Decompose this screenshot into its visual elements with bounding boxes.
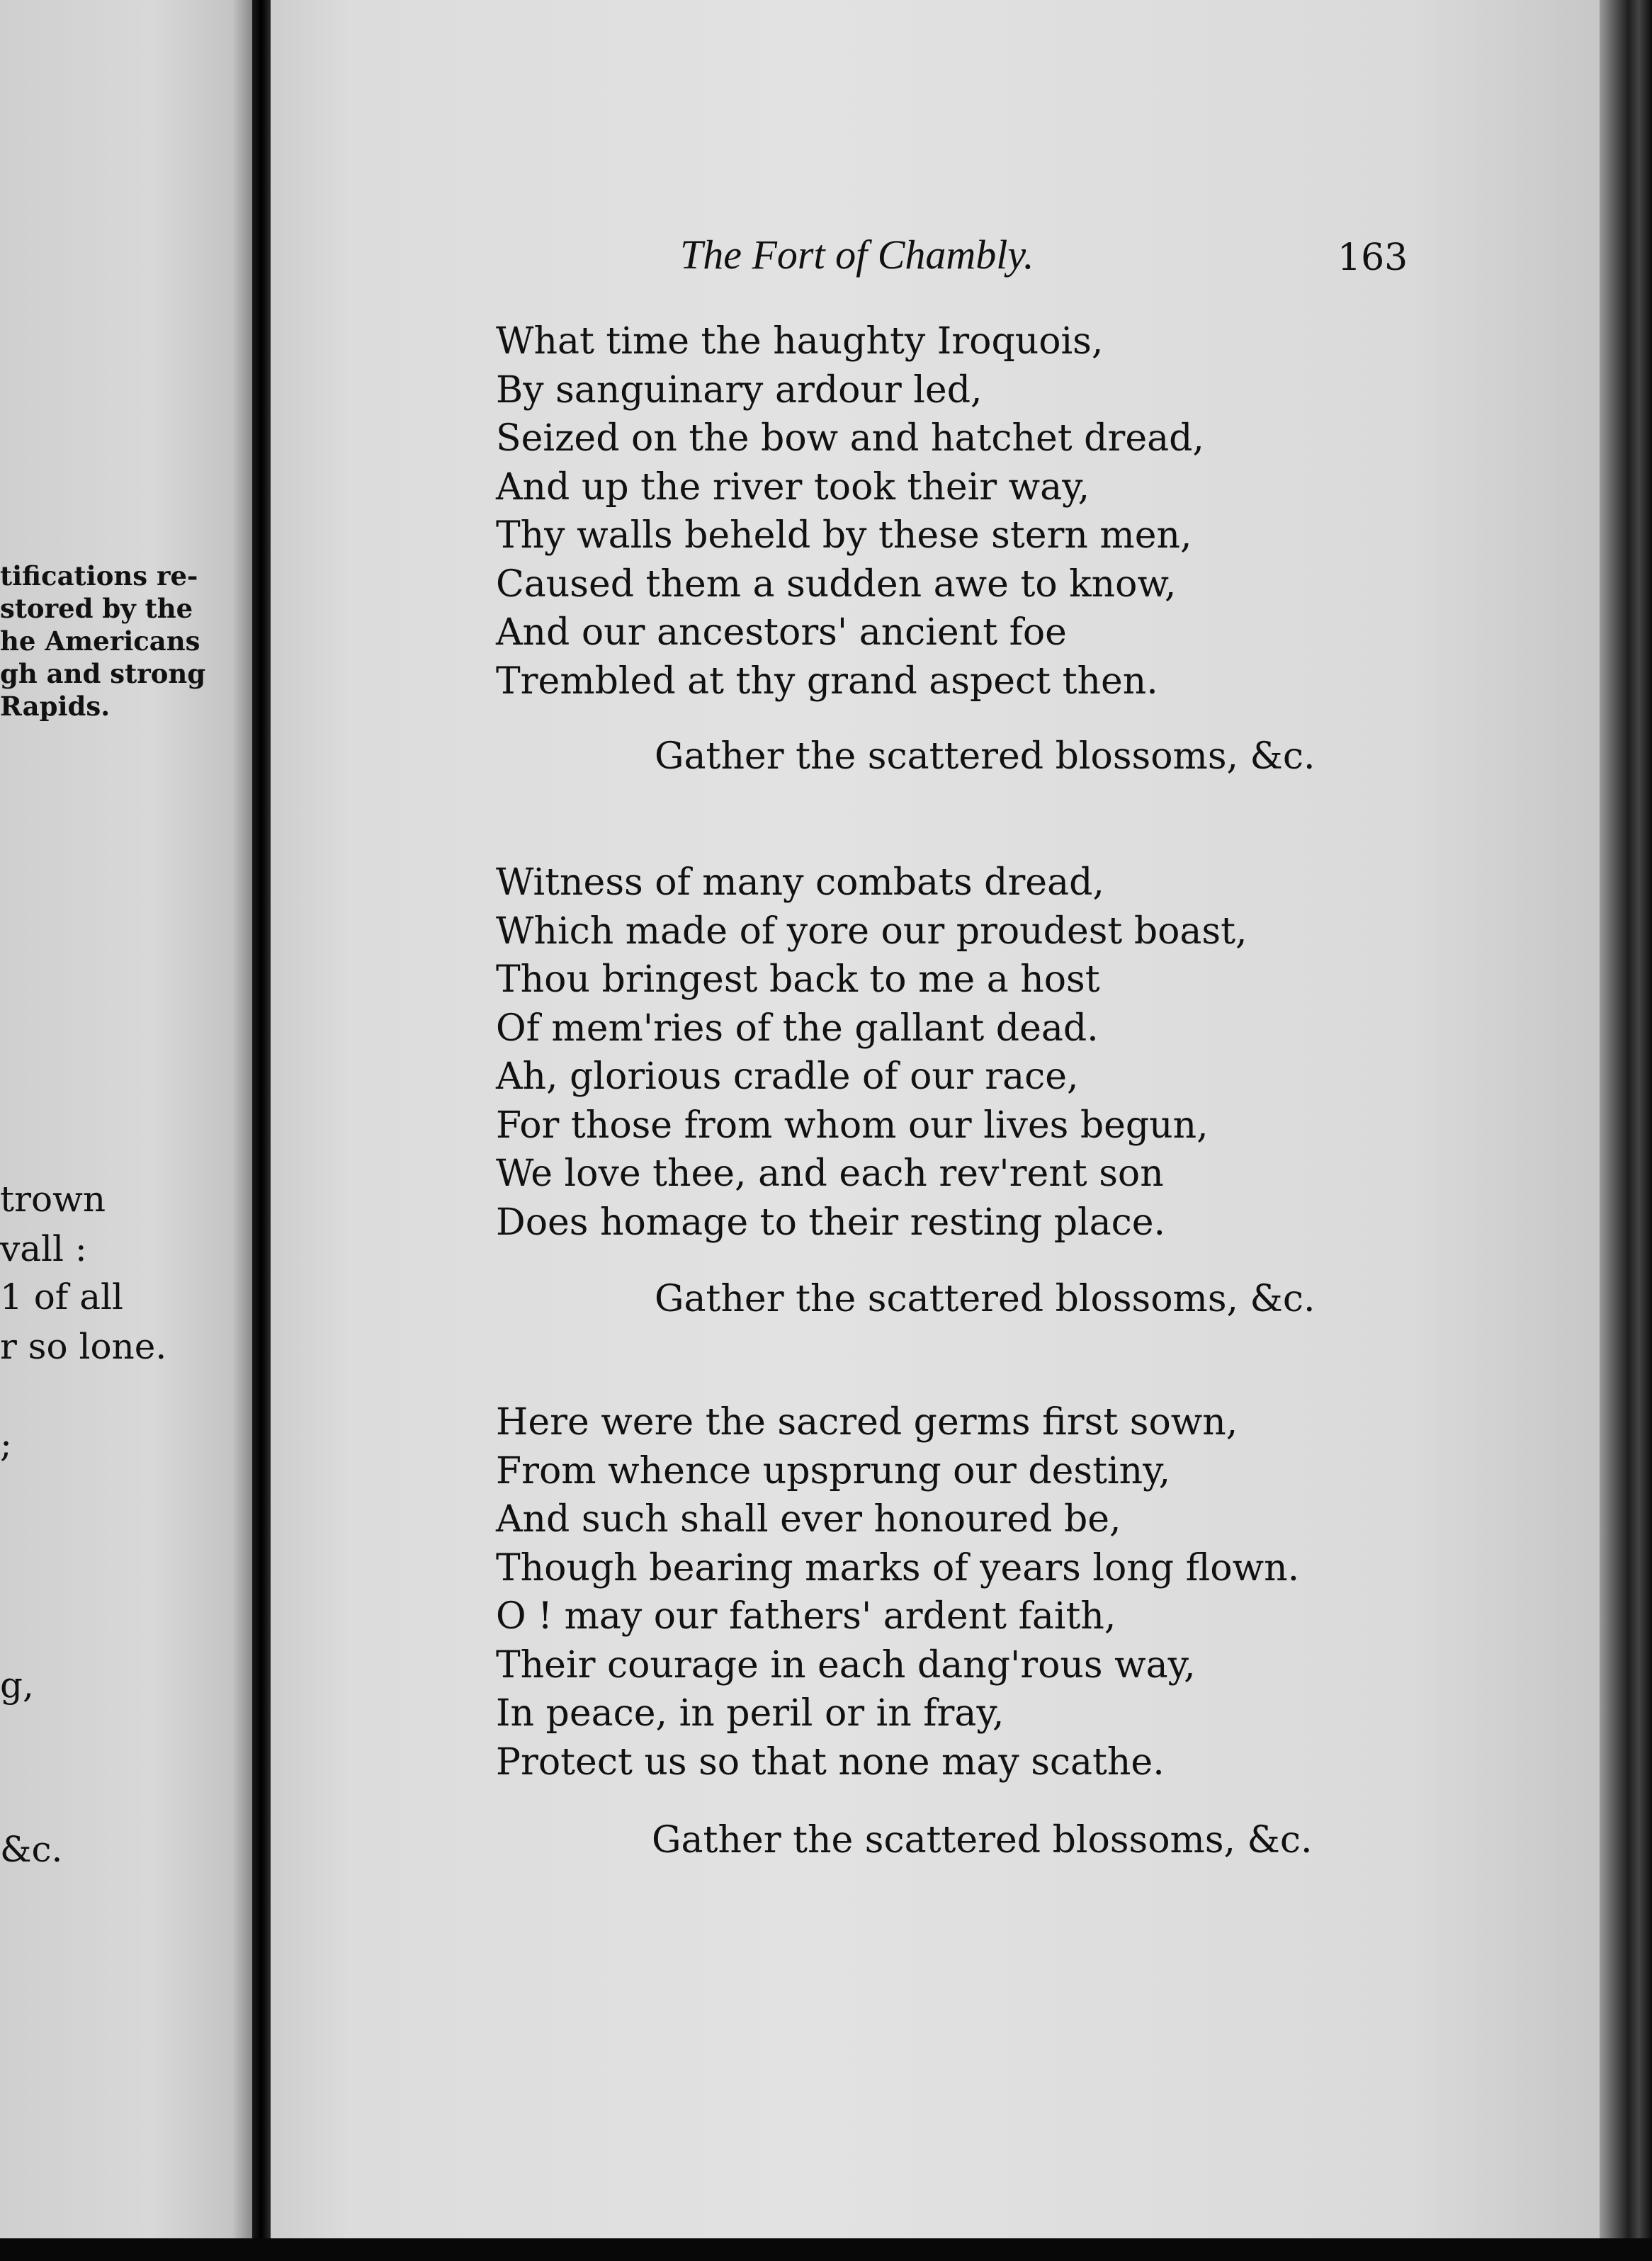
facing-verse-fragment: r so lone. bbox=[0, 1326, 167, 1367]
verse-line: And our ancestors' ancient foe bbox=[496, 611, 1067, 654]
footnote-line: gh and strong bbox=[0, 658, 206, 689]
stanza-3 bbox=[496, 1398, 1299, 1786]
verse-line: Caused them a sudden awe to know, bbox=[496, 562, 1177, 606]
facing-verse-fragment: g, bbox=[0, 1665, 34, 1706]
footnote-line: stored by the bbox=[0, 593, 193, 624]
verse-line: Protect us so that none may scathe. bbox=[496, 1740, 1165, 1784]
verse-line: Ah, glorious cradle of our race, bbox=[496, 1055, 1079, 1098]
verse-line: What time the haughty Iroquois, bbox=[496, 320, 1104, 363]
facing-page-left bbox=[0, 0, 252, 2261]
facing-verse-fragment: &c. bbox=[0, 1829, 63, 1870]
scan-border bbox=[0, 2238, 1652, 2261]
verse-line: We love thee, and each rev'rent son bbox=[496, 1152, 1164, 1195]
footnote-line: he Americans bbox=[0, 625, 200, 657]
stanza-2 bbox=[496, 858, 1248, 1247]
verse-line: Thy walls beheld by these stern men, bbox=[496, 514, 1192, 557]
facing-verse-fragment: vall : bbox=[0, 1228, 87, 1269]
verse-line: In peace, in peril or in fray, bbox=[496, 1692, 1005, 1735]
verse-line: Does homage to their resting place. bbox=[496, 1201, 1166, 1244]
footnote-line: tifications re- bbox=[0, 560, 198, 591]
verse-line: Though bearing marks of years long flown. bbox=[496, 1546, 1300, 1590]
verse-line: And up the river took their way, bbox=[496, 465, 1090, 509]
page-number: 163 bbox=[1337, 237, 1408, 279]
verse-line: Which made of yore our proudest boast, bbox=[496, 910, 1248, 953]
verse-line: Seized on the bow and hatchet dread, bbox=[496, 417, 1204, 460]
verse-line: Witness of many combats dread, bbox=[496, 861, 1104, 904]
verse-line: Their courage in each dang'rous way, bbox=[496, 1643, 1196, 1687]
verse-line: Trembled at thy grand aspect then. bbox=[496, 659, 1158, 703]
verse-line: From whence upsprung our destiny, bbox=[496, 1449, 1171, 1492]
verse-line: Of mem'ries of the gallant dead. bbox=[496, 1007, 1099, 1050]
facing-verse-fragment: 1 of all bbox=[0, 1276, 123, 1318]
running-title: The Fort of Chambly. bbox=[680, 232, 1034, 278]
verse-line: For those from whom our lives begun, bbox=[496, 1104, 1209, 1147]
refrain-2: Gather the scattered blossoms, &c. bbox=[655, 1278, 1316, 1320]
verse-line: And such shall ever honoured be, bbox=[496, 1498, 1121, 1541]
refrain-3: Gather the scattered blossoms, &c. bbox=[652, 1819, 1313, 1862]
refrain-1: Gather the scattered blossoms, &c. bbox=[655, 735, 1316, 778]
verse-line: Here were the sacred germs first sown, bbox=[496, 1401, 1238, 1444]
verse-line: Thou bringest back to me a host bbox=[496, 958, 1100, 1001]
facing-verse-fragment: ; bbox=[0, 1424, 12, 1465]
footnote-line: Rapids. bbox=[0, 691, 111, 722]
facing-verse-fragment: trown bbox=[0, 1179, 106, 1220]
facing-page-footnote bbox=[0, 560, 205, 722]
verse-line: O ! may our fathers' ardent faith, bbox=[496, 1595, 1116, 1638]
page-edge bbox=[1600, 0, 1652, 2238]
stanza-1 bbox=[496, 317, 1204, 706]
verse-line: By sanguinary ardour led, bbox=[496, 368, 983, 412]
book-gutter bbox=[252, 0, 271, 2261]
